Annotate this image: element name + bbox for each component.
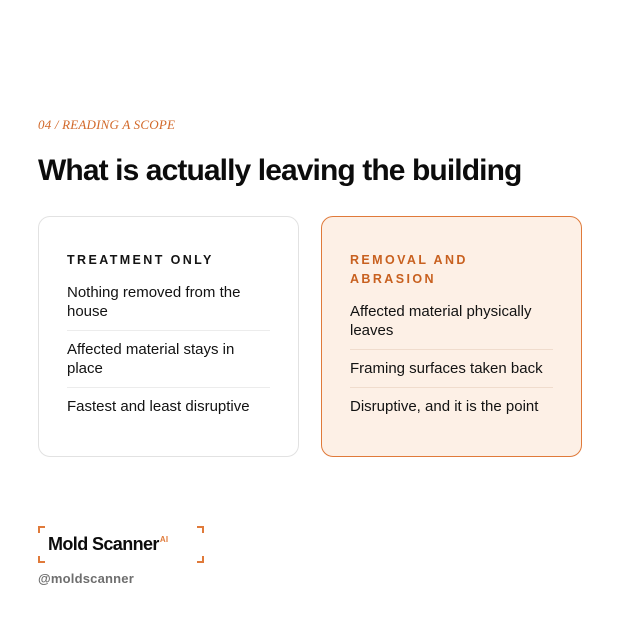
social-handle: @moldscanner [38, 571, 134, 586]
list-item: Framing surfaces taken back [350, 349, 553, 387]
corner-bracket-icon [197, 526, 204, 533]
treatment-only-card [38, 216, 299, 457]
page-title: What is actually leaving the building [38, 154, 522, 187]
card-list [67, 283, 270, 425]
corner-bracket-icon [197, 556, 204, 563]
list-item: Fastest and least disruptive [67, 387, 270, 425]
brand-logo [38, 526, 204, 563]
corner-bracket-icon [38, 526, 45, 533]
card-list [350, 302, 553, 425]
removal-and-abrasion-card [321, 216, 582, 457]
list-item: Affected material stays in place [67, 330, 270, 387]
list-item: Nothing removed from the house [67, 284, 241, 320]
list-item: Affected material physically leaves [350, 303, 532, 339]
card-title: REMOVAL AND ABRASION [350, 253, 468, 286]
section-eyebrow: 04 / READING A SCOPE [38, 117, 176, 132]
brand-name: Mold Scanner [48, 534, 159, 554]
brand-suffix: AI [159, 535, 169, 544]
list-item: Disruptive, and it is the point [350, 387, 553, 425]
card-title: TREATMENT ONLY [67, 253, 214, 267]
brand-wordmark [48, 534, 168, 555]
corner-bracket-icon [38, 556, 45, 563]
